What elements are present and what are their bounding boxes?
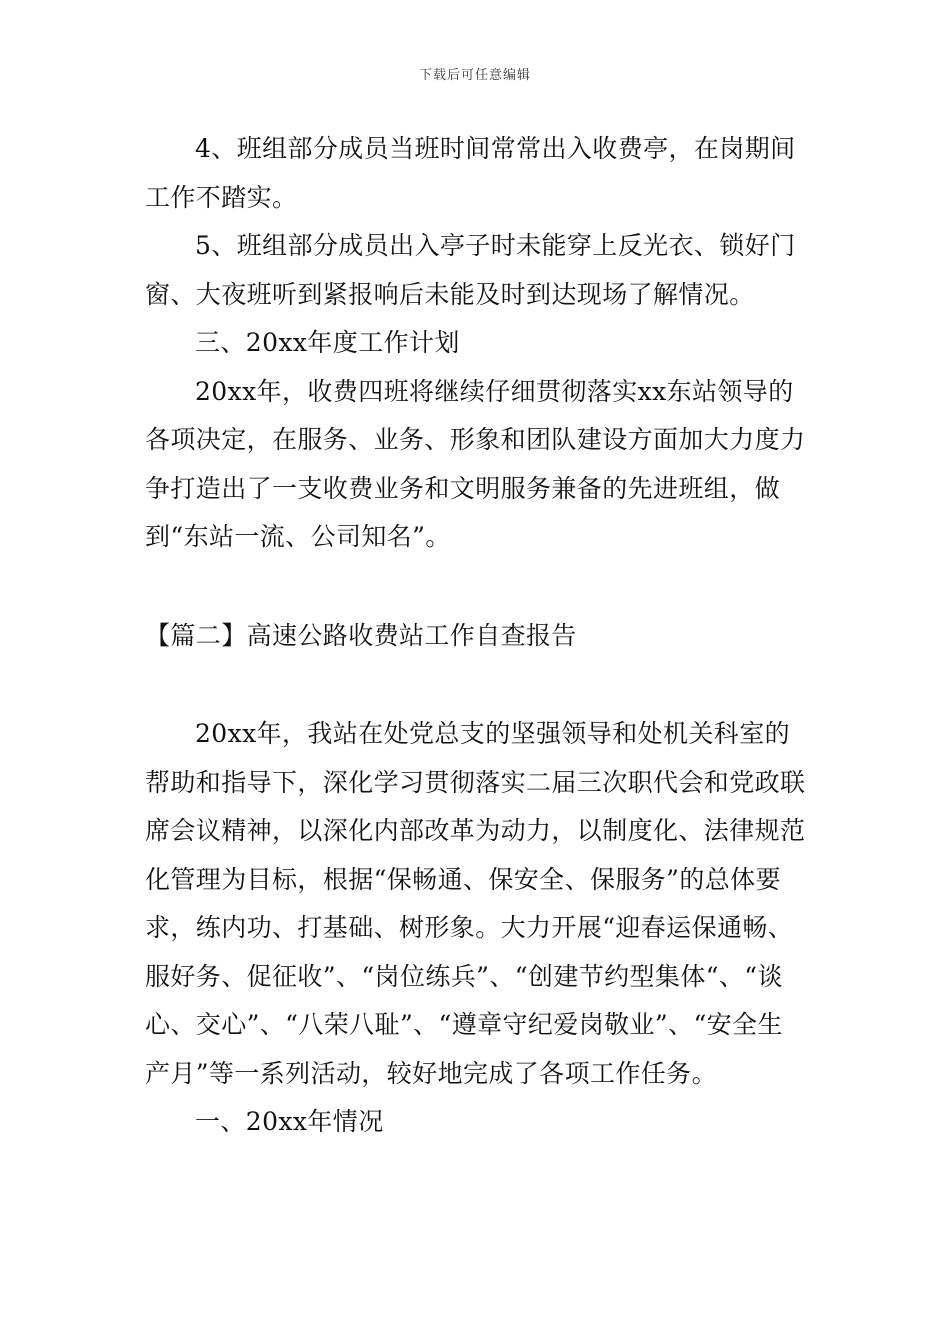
paragraph-item-5: 5、班组部分成员出入亭子时未能穿上反光衣、锁好门窗、大夜班听到紧报响后未能及时到达现场了解情况。 xyxy=(145,231,796,309)
paragraph-plan-body: 20xx年，收费四班将继续仔细贯彻落实xx东站领导的各项决定，在服务、业务、形象和团队建设方面加大力度力争打造出了一支收费业务和文明服务兼备的先进班组，做到“东站一流、公司知名”。 xyxy=(145,376,806,551)
paragraph-heading-situation: 一、20xx年情况 xyxy=(195,1107,384,1136)
paragraph-item-4: 4、班组部分成员当班时间常常出入收费亭，在岗期间工作不踏实。 xyxy=(145,134,796,212)
paragraph-report-intro: 20xx年，我站在处党总支的坚强领导和处机关科室的帮助和指导下，深化学习贯彻落实二届三次职代会和党政联席会议精神，以深化内部改革为动力，以制度化、法律规范化管理为目标，根据“保畅通、保安全、保服务”的总体要求，练内功、打基础、树形象。大力开展“迎春运保通畅、服好务、促征收”、“岗位练兵”、“创建节约型集体“、“谈心、交心”、“八荣八耻”、“遵章守纪爱岗敬业”、“安全生产月”等一系列活动，较好地完成了各项工作任务。 xyxy=(145,719,806,1088)
section-title: 【篇二】高速公路收费站工作自查报告 xyxy=(145,620,577,650)
document-body xyxy=(145,125,807,1147)
page-header-note: 下载后可任意编辑 xyxy=(418,68,531,83)
paragraph-heading-plan: 三、20xx年度工作计划 xyxy=(195,328,460,357)
